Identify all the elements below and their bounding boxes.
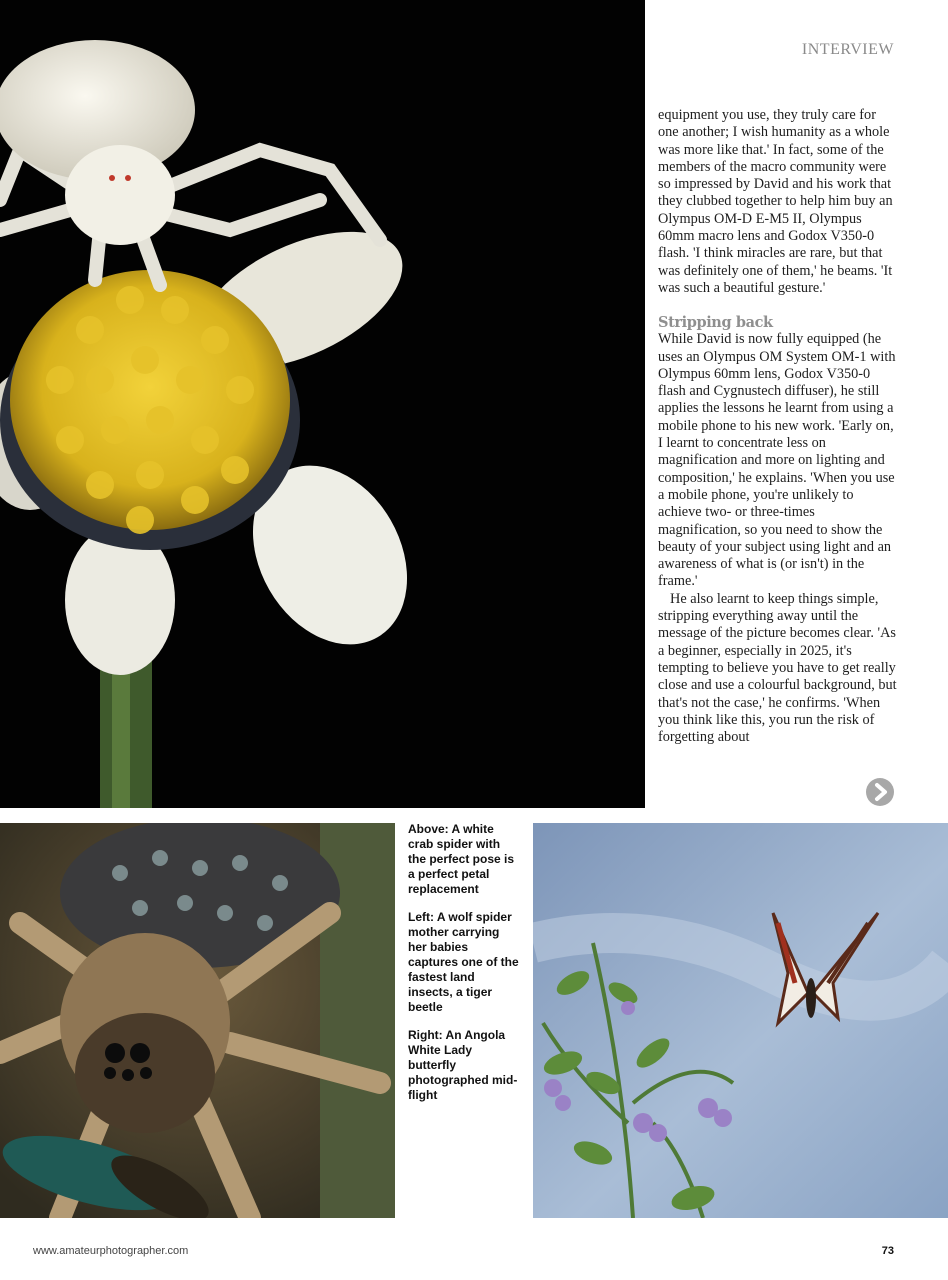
article-subhead: Stripping back [658, 314, 773, 332]
caption: Right: An Angola White Lady butterfly photographed mid-flight [408, 1028, 518, 1102]
chevron-right-circle-icon[interactable] [866, 778, 894, 806]
page-number: 73 [881, 1245, 894, 1257]
article-paragraph: While David is now fully equipped (he uses an Olympus OM System OM-1 with Olympus 60mm lens, Godox V350-0 flash and Cygnustech diffuser), he still applies the lessons he learnt from using a mobile phone to his new work. 'Early on, I learnt to concentrate less on magnification and more on lighting and composition,' he explains. 'When you use a mobile phone, you're unlikely to achieve two- or three-times magnification, so you need to show the beauty of your subject using light and an awareness of what is (or isn't) in the frame.' [658, 331, 896, 590]
crab-spider-photo [0, 0, 645, 808]
section-label: INTERVIEW [801, 41, 894, 58]
article-paragraph: He also learnt to keep things simple, stripping everything away until the message of the picture becomes clear. 'As a beginner, especially in 2025, it's tempting to believe you have to get really close and use a colourful background, but that's not the case,' he confirms. 'When you think like this, you run the risk of forgetting about [658, 590, 897, 746]
article-paragraph: equipment you use, they truly care for one another; I wish humanity as a whole was more like that.' In fact, some of the members of the macro community were so impressed by David and his work that they clubbed together to help him buy an Olympus OM-D E-M5 II, Olympus 60mm macro lens and Godox V350-0 flash. 'I think miracles are rare, but that was definitely one of them,' he beams. 'It was such a beautiful gesture.' [658, 107, 893, 296]
caption: Above: A white crab spider with the perfect pose is a perfect petal replacement [408, 822, 515, 896]
footer-url[interactable]: www.amateurphotographer.com [33, 1245, 189, 1257]
butterfly-photo [533, 823, 948, 1218]
article-column [658, 107, 898, 746]
wolf-spider-photo [0, 823, 395, 1218]
captions [408, 822, 520, 1116]
caption: Left: A wolf spider mother carrying her babies captures one of the fastest land insects, a tiger beetle [408, 910, 519, 1014]
